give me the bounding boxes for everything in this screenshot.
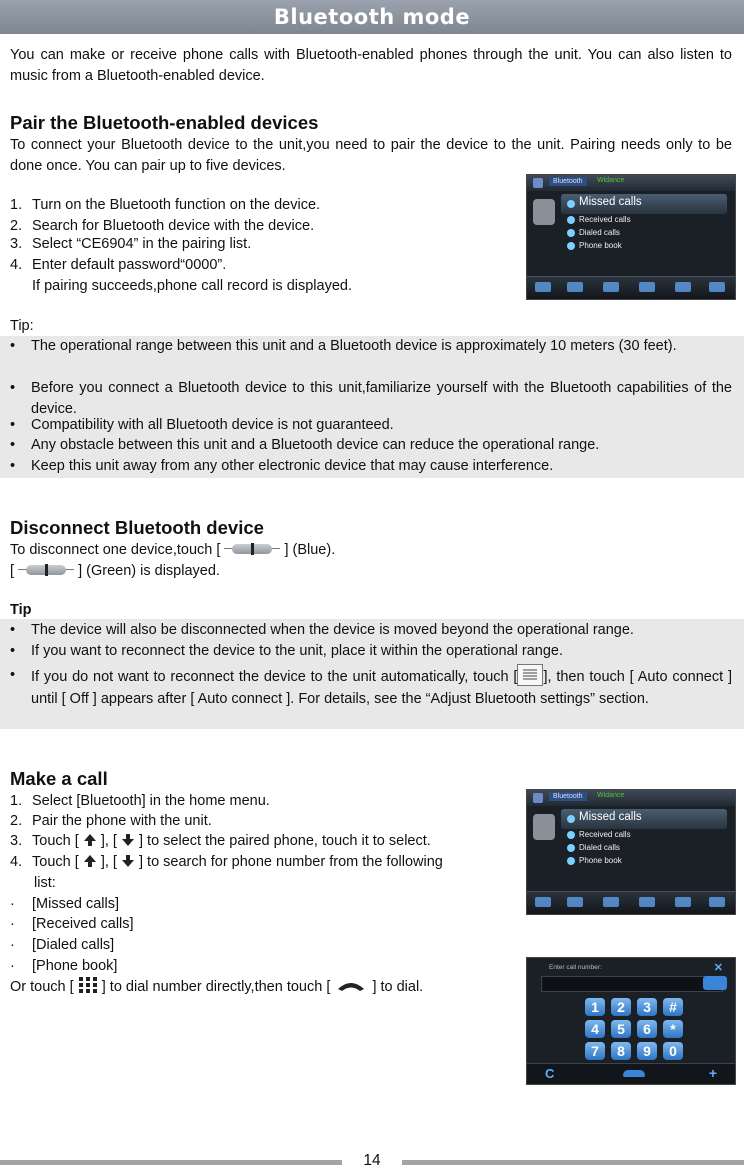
bottom-toolbar xyxy=(527,276,735,299)
pair-tip-1: • The operational range between this unit and a Bluetooth device is approximately 10 meters (30 feet). xyxy=(10,338,677,354)
key-0: 0 xyxy=(663,1042,683,1060)
pair-tip-5: • Keep this unit away from any other electronic device that may cause interference. xyxy=(10,458,554,474)
settings-list-icon xyxy=(517,664,543,686)
phone-menu-screenshot-2 xyxy=(526,789,736,915)
keypad-title: Enter call number: xyxy=(549,964,602,971)
call-heading: Make a call xyxy=(10,768,108,789)
handset-icon xyxy=(623,1070,645,1077)
phone-icon xyxy=(533,814,555,840)
disconnect-line-1: To disconnect one device,touch [ ] (Blue). xyxy=(10,542,336,558)
page-header xyxy=(0,0,744,34)
menu-received-calls: Received calls xyxy=(579,830,631,839)
menu-dialed-calls: Dialed calls xyxy=(579,228,620,237)
tab-widance: Widance xyxy=(597,792,625,799)
key-4: 4 xyxy=(585,1020,605,1038)
call-list-item: · [Received calls] xyxy=(10,916,134,932)
call-step-3: 3. Touch [ ], [ ] to select the paired phone, touch it to select. xyxy=(10,833,431,849)
call-dial-line: Or touch [ ] to dial number directly,then touch [ ] to dial. xyxy=(10,976,423,998)
call-step-4-cont: list: xyxy=(34,875,56,891)
pair-step-1: 1. Turn on the Bluetooth function on the device. xyxy=(10,197,321,213)
disconnect-green-icon xyxy=(18,563,74,577)
menu-phone-book: Phone book xyxy=(579,241,622,250)
call-list-item: · [Missed calls] xyxy=(10,896,120,912)
up-arrow-icon xyxy=(83,833,97,847)
pair-step-4: 4. Enter default password“0000”. xyxy=(10,257,227,273)
call-step-2: 2. Pair the phone with the unit. xyxy=(10,813,212,829)
backspace-icon xyxy=(703,976,727,990)
menu-received-calls: Received calls xyxy=(579,215,631,224)
keypad-grid-icon xyxy=(78,976,98,994)
pair-text: To connect your Bluetooth device to the unit,you need to pair the device to the unit. Pairing needs only to be done once. You can pair up to five devices. xyxy=(10,137,732,174)
close-icon: ✕ xyxy=(713,962,723,974)
dialed-call-icon xyxy=(567,844,575,852)
intro-paragraph: You can make or receive phone calls with Bluetooth-enabled phones through the unit. You can also listen to music from a Bluetooth-enabled device. xyxy=(10,47,732,84)
disconnect-tip-2: • If you want to reconnect the device to the unit, place it within the operational range. xyxy=(10,643,563,659)
tab-bluetooth: Bluetooth xyxy=(549,177,587,186)
disconnect-heading: Disconnect Bluetooth device xyxy=(10,517,264,538)
clear-key: C xyxy=(545,1066,555,1081)
missed-call-icon xyxy=(567,815,575,823)
dialed-call-icon xyxy=(567,229,575,237)
pair-tip-4: • Any obstacle between this unit and a Bluetooth device can reduce the operational range. xyxy=(10,437,600,453)
missed-call-icon xyxy=(567,200,575,208)
up-arrow-icon xyxy=(83,854,97,868)
phone-icon xyxy=(533,199,555,225)
received-call-icon xyxy=(567,831,575,839)
pair-tip-label: Tip: xyxy=(10,318,34,334)
handset-icon xyxy=(334,979,368,993)
phone-menu-screenshot xyxy=(526,174,736,300)
down-arrow-icon xyxy=(121,854,135,868)
key-star: * xyxy=(663,1020,683,1038)
pair-step-note: If pairing succeeds,phone call record is displayed. xyxy=(32,278,352,294)
disconnect-tip-1: • The device will also be disconnected when the device is moved beyond the operational range. xyxy=(10,622,634,638)
disconnect-tip-3: • If you do not want to reconnect the device to the unit automatically, touch [ ], then touch [ Auto connect ] until [ Off ] appears after [ Auto connect ]. For details, see the “Adjust Bluetooth settings” section. xyxy=(10,664,732,710)
keypad-screenshot xyxy=(526,957,736,1085)
call-step-4: 4. Touch [ ], [ ] to search for phone number from the following xyxy=(10,854,443,870)
number-field xyxy=(541,976,723,992)
keypad-toolbar xyxy=(527,1063,735,1084)
pair-tip-3: • Compatibility with all Bluetooth device is not guaranteed. xyxy=(10,417,394,433)
disconnect-tip-label: Tip xyxy=(10,602,32,618)
call-list-item: · [Dialed calls] xyxy=(10,937,115,953)
pair-heading: Pair the Bluetooth-enabled devices xyxy=(10,112,319,133)
menu-missed-calls: Missed calls xyxy=(579,811,642,823)
key-2: 2 xyxy=(611,998,631,1016)
received-call-icon xyxy=(567,216,575,224)
menu-dialed-calls: Dialed calls xyxy=(579,843,620,852)
pair-step-2: 2. Search for Bluetooth device with the device. xyxy=(10,218,315,234)
key-3: 3 xyxy=(637,998,657,1016)
page-title: Bluetooth mode xyxy=(273,5,471,29)
disconnect-line-2: [ ] (Green) is displayed. xyxy=(10,563,220,579)
pair-step-3: 3. Select “CE6904” in the pairing list. xyxy=(10,236,252,252)
page-number: 14 xyxy=(363,1152,381,1169)
menu-phone-book: Phone book xyxy=(579,856,622,865)
key-6: 6 xyxy=(637,1020,657,1038)
tab-widance: Widance xyxy=(597,177,625,184)
plus-icon: + xyxy=(708,1065,717,1081)
key-5: 5 xyxy=(611,1020,631,1038)
key-8: 8 xyxy=(611,1042,631,1060)
disconnect-blue-icon xyxy=(224,542,280,556)
pair-tip-2: • Before you connect a Bluetooth device to this unit,familiarize yourself with the Bluetooth capabilities of the device. xyxy=(10,380,732,417)
call-step-1: 1. Select [Bluetooth] in the home menu. xyxy=(10,793,270,809)
phone-book-icon xyxy=(567,857,575,865)
call-list-item: · [Phone book] xyxy=(10,958,118,974)
key-7: 7 xyxy=(585,1042,605,1060)
bluetooth-icon xyxy=(533,178,543,188)
key-9: 9 xyxy=(637,1042,657,1060)
key-1: 1 xyxy=(585,998,605,1016)
tab-bluetooth: Bluetooth xyxy=(549,792,587,801)
bluetooth-icon xyxy=(533,793,543,803)
phone-book-icon xyxy=(567,242,575,250)
down-arrow-icon xyxy=(121,833,135,847)
bottom-toolbar xyxy=(527,891,735,914)
key-hash: # xyxy=(663,998,683,1016)
menu-missed-calls: Missed calls xyxy=(579,196,642,208)
